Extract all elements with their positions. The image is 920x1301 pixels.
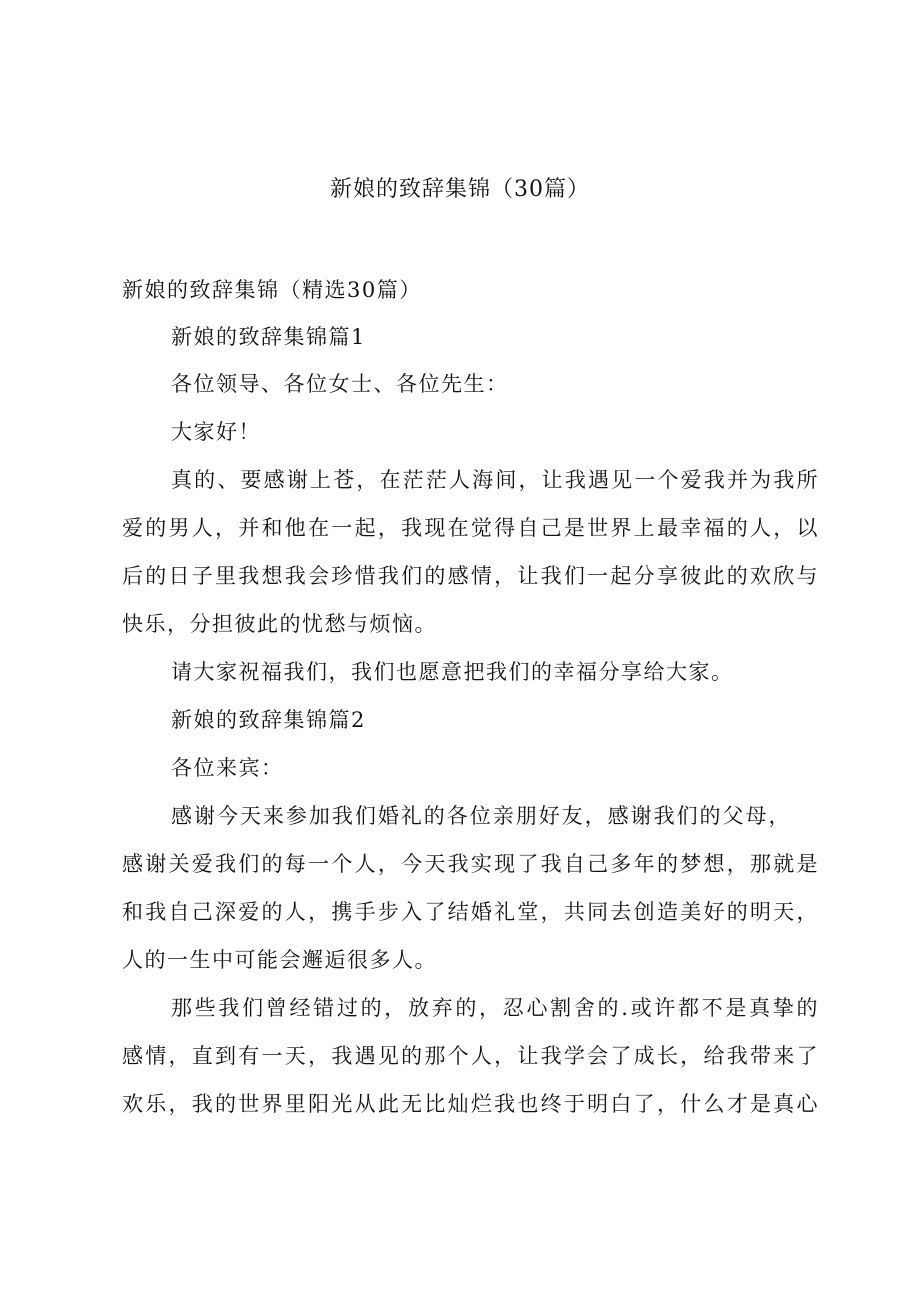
- paragraph-line: 那些我们曾经错过的，放弃的，忍心割舍的.或许都不是真挚的: [171, 996, 819, 1020]
- paragraph-line: 人的一生中可能会邂逅很多人。: [122, 948, 437, 972]
- paragraph-line: 请大家祝福我们，我们也愿意把我们的幸福分享给大家。: [171, 660, 734, 684]
- paragraph-line: 后的日子里我想我会珍惜我们的感情，让我们一起分享彼此的欢欣与: [122, 564, 819, 588]
- section-heading-2: 新娘的致辞集锦篇2: [171, 708, 366, 732]
- section-heading-1: 新娘的致辞集锦篇1: [171, 325, 366, 349]
- paragraph-line: 感谢今天来参加我们婚礼的各位亲朋好友，感谢我们的父母，: [171, 804, 791, 828]
- paragraph-line: 真的、要感谢上苍，在茫茫人海间，让我遇见一个爱我并为我所: [171, 468, 819, 492]
- paragraph-line: 爱的男人，并和他在一起，我现在觉得自己是世界上最幸福的人，以: [122, 516, 819, 540]
- document-title: 新娘的致辞集锦（30篇）: [330, 177, 590, 202]
- salutation-2: 各位来宾：: [171, 756, 284, 780]
- greeting-1: 大家好！: [171, 420, 261, 444]
- paragraph-line: 欢乐，我的世界里阳光从此无比灿烂我也终于明白了，什么才是真心: [122, 1092, 819, 1116]
- paragraph-line: 快乐，分担彼此的忧愁与烦恼。: [122, 612, 437, 636]
- paragraph-line: 感谢关爱我们的每一个人，今天我实现了我自己多年的梦想，那就是: [122, 852, 819, 876]
- salutation-1: 各位领导、各位女士、各位先生：: [171, 372, 509, 396]
- paragraph-line: 感情，直到有一天，我遇见的那个人，让我学会了成长，给我带来了: [122, 1044, 819, 1068]
- document-subtitle: 新娘的致辞集锦（精选30篇）: [122, 278, 422, 302]
- paragraph-line: 和我自己深爱的人，携手步入了结婚礼堂，共同去创造美好的明天，: [122, 900, 819, 924]
